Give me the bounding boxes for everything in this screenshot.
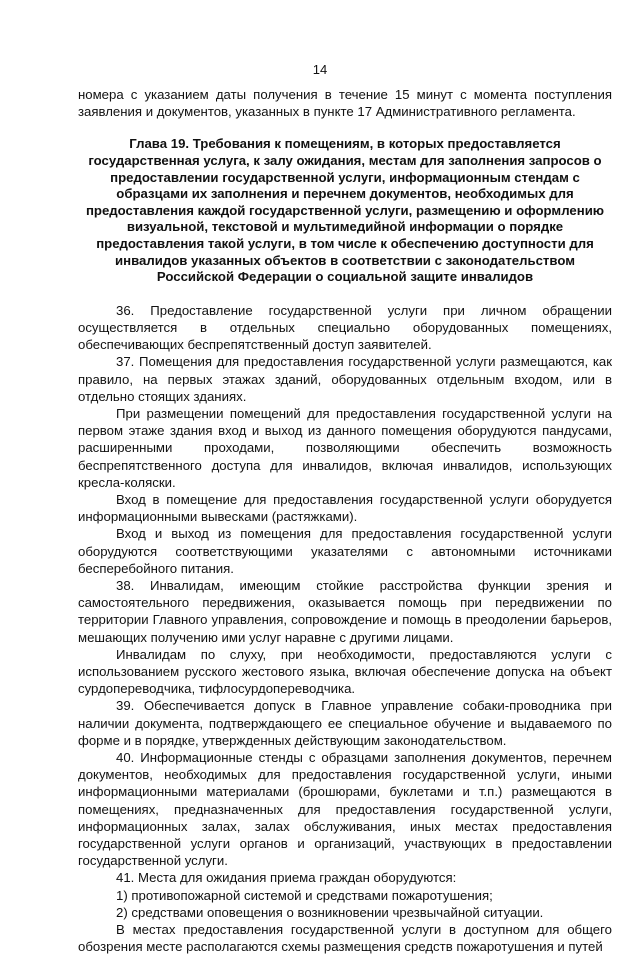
paragraph-37: 37. Помещения для предоставления государственной услуги размещаются, как правило, на первых этажах зданий, оборудованных отдельным входом, или в отдельно стоящих зданиях. [78, 354, 612, 404]
list-item-1: 1) противопожарной системой и средствами пожаротушения; [116, 887, 493, 903]
chapter-heading: Глава 19. Требования к помещениям, в которых предоставляется государственная услуга, к залу ожидания, местам для заполнения запросов о предоставлении государственной услуги, информационным стендам с образцами их заполнения и перечнем документов, необходимых для предоставления каждой государственной услуги, размещению и оформлению визуальной, текстовой и мультимедийной информации о порядке предоставления такой услуги, в том числе к обеспечению доступности для инвалидов указанных объектов в соответствии с законодательством Российской Федерации о социальной защите инвалидов [85, 136, 605, 285]
paragraph-37-signs: Вход в помещение для предоставления государственной услуги оборудуется информационными вывесками (растяжками). [78, 491, 612, 525]
document-body [78, 86, 612, 955]
page-number: 14 [312, 62, 328, 77]
paragraph-39: 39. Обеспечивается допуск в Главное управление собаки-проводника при наличии документа, подтверждающего ее специальное обучение и выдаваемого по форме и в порядке, утвержденных действующим законодательством. [78, 698, 612, 748]
paragraph-evacuation: В местах предоставления государственной услуги в доступном для общего обозрения месте располагаются схемы размещения средств пожаротушения и путей [78, 922, 612, 955]
paragraph-40: 40. Информационные стенды с образцами заполнения документов, перечнем документов, необходимых для предоставления государственной услуги, иными информационными материалами (брошюрами, буклетами и т.п.) размещаются в помещениях, предназначенных для предоставления государственной услуги, информационных залах, залах обслуживания, иных местах предоставления государственной услуги органов и организаций, участвующих в предоставлении государственной услуги. [78, 750, 612, 869]
paragraph-continuation: номера с указанием даты получения в течение 15 минут с момента поступления заявления и документов, указанных в пункте 17 Административного регламента. [78, 87, 612, 120]
paragraph-36: 36. Предоставление государственной услуги при личном обращении осуществляется в отдельных специально оборудованных помещениях, обеспечивающих беспрепятственный доступ заявителей. [78, 302, 612, 353]
paragraph-38-hearing: Инвалидам по слуху, при необходимости, предоставляются услуги с использованием русского жестового языка, включая обеспечение допуска на объект сурдопереводчика, тифлосурдопереводчика. [78, 646, 612, 697]
list-item-2: 2) средствами оповещения о возникновении чрезвычайной ситуации. [116, 904, 544, 920]
paragraph-41: 41. Места для ожидания приема граждан оборудуются: [116, 870, 457, 886]
paragraph-37-ramps: При размещении помещений для предоставления государственной услуги на первом этаже здания вход и выход из данного помещения оборудуются пандусами, расширенными проходами, позволяющими обеспечить возможность беспрепятственного доступа для инвалидов, включая инвалидов, использующих кресла-коляски. [78, 405, 612, 490]
paragraph-37-exits: Вход и выход из помещения для предоставления государственной услуги оборудуются соответствующими указателями с автономными источниками бесперебойного питания. [78, 526, 612, 576]
paragraph-38: 38. Инвалидам, имеющим стойкие расстройства функции зрения и самостоятельного передвижения, оказывается помощь при передвижении по территории Главного управления, сопровождение и помощь в преодолении барьеров, мешающих получению ими услуг наравне с другими лицами. [78, 578, 612, 645]
